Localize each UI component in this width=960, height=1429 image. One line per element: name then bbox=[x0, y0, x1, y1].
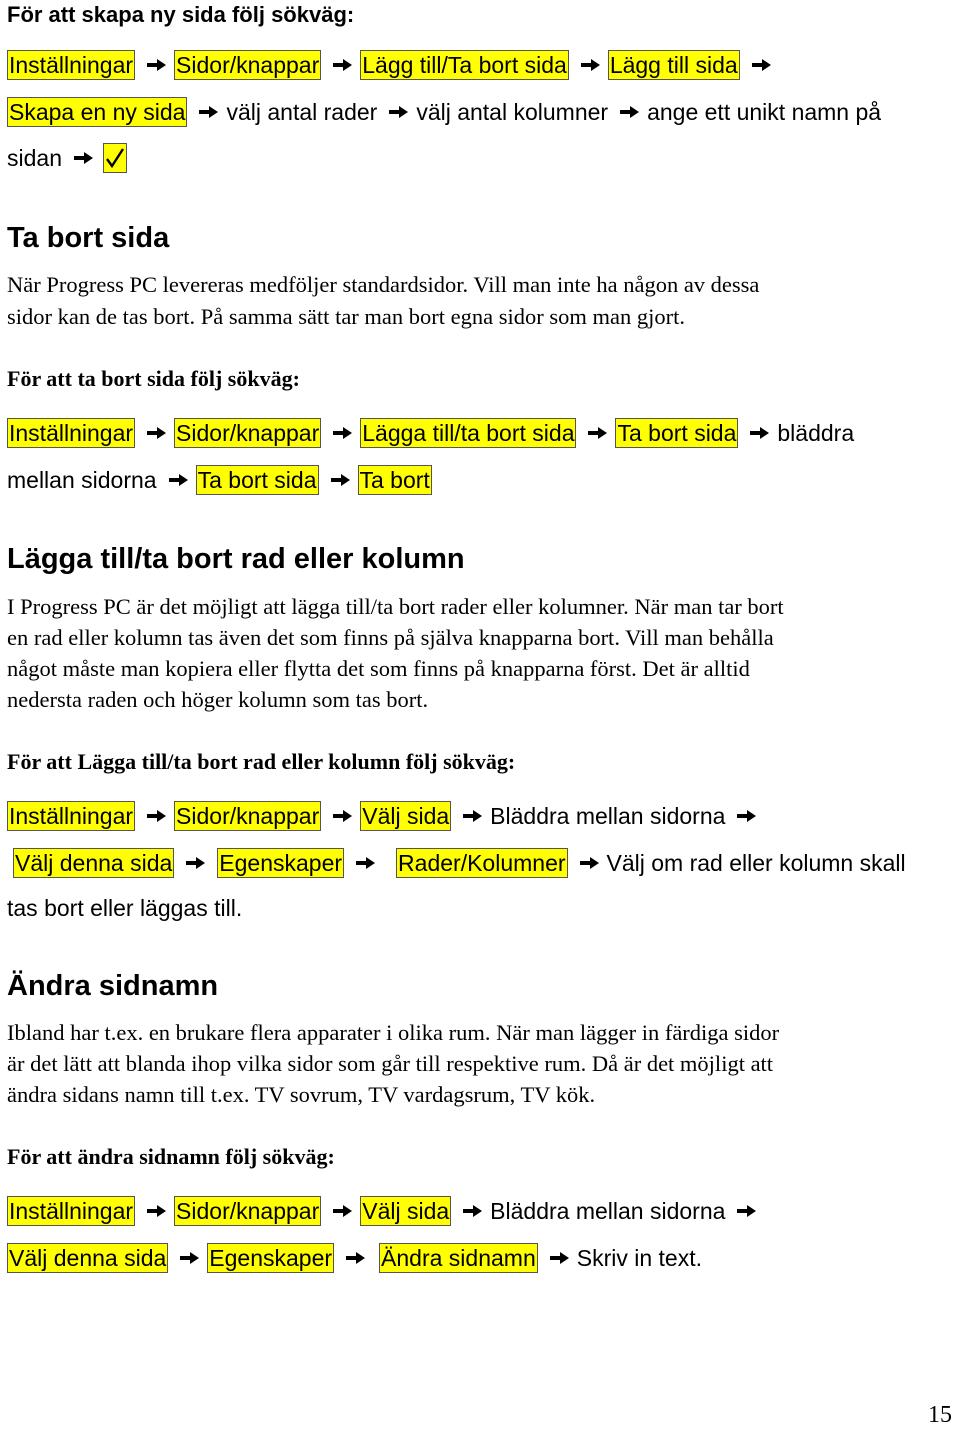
right-arrow-icon bbox=[331, 809, 353, 823]
remove-body-line: sidor kan de tas bort. På samma sätt tar man bort egna sidor som man gjort. bbox=[7, 304, 685, 329]
right-arrow-icon bbox=[578, 856, 600, 870]
path-text: Bläddra mellan sidorna bbox=[490, 1198, 726, 1224]
path-step: Sidor/knappar bbox=[176, 803, 320, 829]
path-text: välj antal rader bbox=[226, 99, 378, 125]
path-text: Skriv in text. bbox=[576, 1245, 703, 1271]
path-text: sidan bbox=[7, 145, 62, 171]
right-arrow-icon bbox=[145, 1204, 167, 1218]
right-arrow-icon bbox=[167, 473, 189, 487]
right-arrow-icon bbox=[750, 58, 772, 72]
path-text: bläddra bbox=[777, 420, 855, 446]
right-arrow-icon bbox=[344, 1251, 366, 1265]
remove-intro: För att ta bort sida följ sökväg: bbox=[7, 366, 300, 391]
create-path-row-1 bbox=[7, 50, 779, 80]
path-text: ange ett unikt namn på bbox=[647, 99, 882, 125]
path-step: Lägg till/Ta bort sida bbox=[362, 52, 567, 78]
right-arrow-icon bbox=[735, 1204, 757, 1218]
path-step: Sidor/knappar bbox=[176, 52, 320, 78]
checkmark-icon bbox=[103, 143, 127, 173]
remove-path-row-1 bbox=[7, 418, 854, 448]
path-step: Lägg till sida bbox=[609, 52, 738, 78]
right-arrow-icon bbox=[331, 58, 353, 72]
rename-title: Ändra sidnamn bbox=[7, 970, 219, 1002]
rename-intro: För att ändra sidnamn följ sökväg: bbox=[7, 1144, 335, 1169]
create-path-row-3 bbox=[7, 143, 127, 173]
rowcol-body-line: en rad eller kolumn tas även det som finns på själva knapparna bort. Vill man behålla bbox=[7, 625, 774, 650]
remove-body-line: När Progress PC levereras medföljer standardsidor. Vill man inte ha någon av dessa bbox=[7, 272, 760, 297]
path-step: Välj denna sida bbox=[15, 850, 173, 876]
rowcol-body-line: I Progress PC är det möjligt att lägga till/ta bort rader eller kolumner. När man tar bort bbox=[7, 594, 784, 619]
path-text: Bläddra mellan sidorna bbox=[490, 803, 726, 829]
path-text: mellan sidorna bbox=[7, 467, 157, 493]
path-step: Sidor/knappar bbox=[176, 1198, 320, 1224]
path-step: Skapa en ny sida bbox=[9, 99, 186, 125]
path-step: Välj denna sida bbox=[9, 1245, 167, 1271]
rename-path-row-1 bbox=[7, 1196, 764, 1226]
path-step: Rader/Kolumner bbox=[398, 850, 566, 876]
right-arrow-icon bbox=[461, 1204, 483, 1218]
right-arrow-icon bbox=[586, 426, 608, 440]
right-arrow-icon bbox=[197, 105, 219, 119]
right-arrow-icon bbox=[354, 856, 376, 870]
rowcol-path-row-3 bbox=[7, 894, 242, 922]
create-intro: För att skapa ny sida följ sökväg: bbox=[7, 2, 355, 27]
path-step: Ta bort bbox=[359, 467, 430, 493]
right-arrow-icon bbox=[72, 151, 94, 165]
rename-body-line: ändra sidans namn till t.ex. TV sovrum, TV vardagsrum, TV kök. bbox=[7, 1082, 596, 1107]
right-arrow-icon bbox=[461, 809, 483, 823]
rowcol-body-line: något måste man kopiera eller flytta det som finns på knapparna först. Det är alltid bbox=[7, 656, 750, 681]
right-arrow-icon bbox=[329, 473, 351, 487]
remove-path-row-2 bbox=[7, 465, 432, 495]
path-step: Inställningar bbox=[9, 52, 134, 78]
path-step: Egenskaper bbox=[209, 1245, 333, 1271]
rowcol-body-line: nedersta raden och höger kolumn som tas bort. bbox=[7, 687, 429, 712]
path-step: Inställningar bbox=[9, 420, 134, 446]
right-arrow-icon bbox=[184, 856, 206, 870]
page-number: 15 bbox=[928, 1402, 952, 1428]
right-arrow-icon bbox=[331, 1204, 353, 1218]
right-arrow-icon bbox=[331, 426, 353, 440]
rowcol-path-row-1 bbox=[7, 801, 764, 831]
path-step: Välj sida bbox=[362, 803, 450, 829]
path-text: Välj om rad eller kolumn skall bbox=[606, 850, 906, 876]
create-path-row-2 bbox=[7, 97, 881, 127]
right-arrow-icon bbox=[735, 809, 757, 823]
path-step: Egenskaper bbox=[219, 850, 343, 876]
remove-title: Ta bort sida bbox=[7, 222, 170, 254]
path-step: Välj sida bbox=[362, 1198, 450, 1224]
path-text: välj antal kolumner bbox=[416, 99, 609, 125]
right-arrow-icon bbox=[548, 1251, 570, 1265]
right-arrow-icon bbox=[387, 105, 409, 119]
right-arrow-icon bbox=[748, 426, 770, 440]
right-arrow-icon bbox=[579, 58, 601, 72]
right-arrow-icon bbox=[145, 426, 167, 440]
rowcol-intro: För att Lägga till/ta bort rad eller kolumn följ sökväg: bbox=[7, 749, 516, 774]
rename-body-line: är det lätt att blanda ihop vilka sidor som går till respektive rum. Då är det möjligt att bbox=[7, 1051, 774, 1076]
right-arrow-icon bbox=[178, 1251, 200, 1265]
path-step: Lägga till/ta bort sida bbox=[362, 420, 575, 446]
right-arrow-icon bbox=[145, 58, 167, 72]
path-step: Ändra sidnamn bbox=[381, 1245, 536, 1271]
right-arrow-icon bbox=[145, 809, 167, 823]
path-step: Inställningar bbox=[9, 1198, 134, 1224]
rename-path-row-2 bbox=[7, 1243, 702, 1273]
path-step: Inställningar bbox=[9, 803, 134, 829]
path-step: Ta bort sida bbox=[197, 467, 317, 493]
path-step: Ta bort sida bbox=[617, 420, 737, 446]
rowcol-path-row-2 bbox=[13, 848, 906, 878]
path-text: tas bort eller läggas till. bbox=[7, 895, 243, 921]
right-arrow-icon bbox=[618, 105, 640, 119]
rowcol-title: Lägga till/ta bort rad eller kolumn bbox=[7, 543, 465, 575]
path-step: Sidor/knappar bbox=[176, 420, 320, 446]
rename-body-line: Ibland har t.ex. en brukare flera apparater i olika rum. När man lägger in färdiga sidor bbox=[7, 1020, 780, 1045]
